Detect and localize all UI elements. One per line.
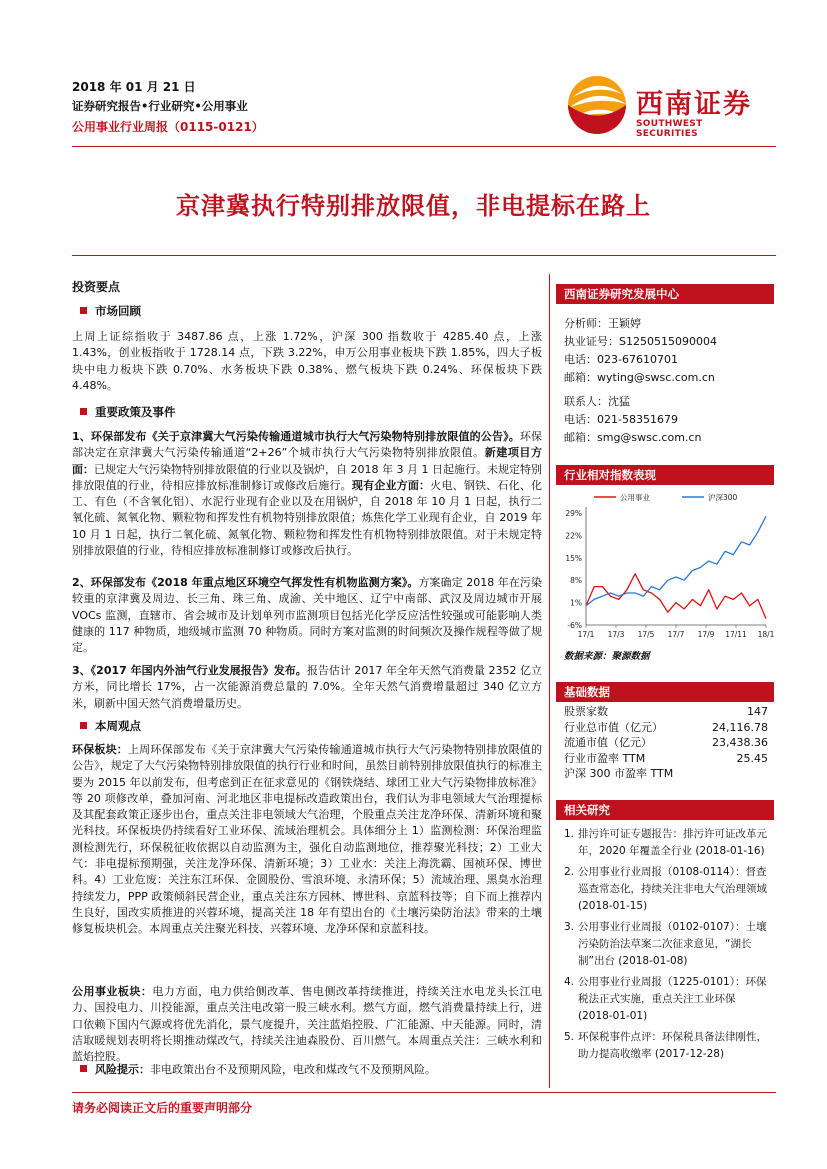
policy-item-1 [72,429,542,559]
basic-data-key: 沪深 300 市盈率 TTM [564,767,674,781]
utility-sector-text: 电力方面，电力供给侧改革、售电侧改革持续推进，持续关注水电龙头长江电力、国投电力、川投能源，重点关注电改第一股三峡水利。燃气方面，燃气消费量持续上行，进口依赖下国内气源或将优先消化，景气度提升，关注蓝焰控股、广汇能源、中天能源。同时，清洁取暖规划表明将长期推动煤改气，持续关注迪森股份、百川燃气。本周重点关注：三峡水利和蓝焰控股。 [72,985,543,1064]
market-review-label: 市场回顾 [95,304,141,318]
policy-item-3-title: 3、《2017 年国内外油气行业发展报告》发布。 [72,664,307,677]
env-sector-text: 上周环保部发布《关于京津冀大气污染传输通道城市执行大气污染物特别排放限值的公告》，规定了大气污染物特别排放限值的执行行业和时间，虽然目前特别排放限值执行的标准主要为 2015 年以前发布，但考虑到正在征求意见的《钢铁烧结、球团工业大气污染物排放标准》等 20 项修改单，叠加河南、河北地区非电提标改造政策出台，我们认为非电领域大气治理提标及其配套政策正逐步出台，重点关注非电领域大气治理，个股重点关注龙净环保、清新环境和聚光科技。环保板块仍持续看好工业环保、流域治理机会。具体细分上 1）监测检测：环保治理监测检测先行，环保税征收依据以自动监测为主，强化自动监测地位，推荐聚光科技；2）工业大气：非电提标预期强，关注龙净环保、清新环境；3）工业水：关注上海洗霸、国祯环保、博世科。4）工业危废：关注东江环保、金圆股份、雪浪环境、永清环保；5）流域治理、黑臭水治理持续发力，PPP 政策倾斜民营企业，重点关注东方园林、博世科、京蓝科技等；自下而上推荐内生良好，国改实质推进的兴蓉环境，提高关注 18 年有望出台的《土壤污染防治法》带来的土壤修复板块机会。本周重点关注聚光科技、兴蓉环境、龙净环保和京蓝科技。 [72,743,543,936]
env-sector-paragraph [72,742,542,938]
company-logo [566,74,766,139]
related-item-number: 5. [564,1031,575,1043]
basic-data-value: 23,438.36 [712,736,768,750]
env-sector-label: 环保板块： [72,743,128,756]
x-tick-label: 17/3 [607,630,625,639]
header-rule [72,146,776,147]
related-item-title: 公用事业行业周报（0102-0107）：土壤污染防治法草案二次征求意见，“湖长制”出台 [578,921,767,967]
existing-enterprise-text: 火电、钢铁、石化、化工、有色（不含氧化铝）、水泥行业现有企业以及在用锅炉，自 2018 年 10 月 1 日起，执行二氧化硫、氮氧化物、颗粒物和挥发性有机物特别排放限值；炼焦化学工业现有企业，自 2019 年 10 月 1 日起，执行二氧化硫、氮氧化物、颗粒物和挥发性有机物特别排放限值。对于未规定特别排放限值的行业，待相应排放标准制修订或修改后执行。 [72,478,543,558]
policy-item-2-title: 2、环保部发布《2018 年重点地区环境空气挥发性有机物监测方案》。 [72,576,419,589]
report-category: 证券研究报告•行业研究•公用事业 [72,99,248,113]
contact-name: 联系人：沈猛 [564,395,630,408]
utility-sector-paragraph [72,984,542,1065]
y-tick-label: 8% [570,576,582,586]
related-research-item[interactable] [564,864,770,915]
bullet-square-icon [80,722,87,729]
related-item-number: 2. [564,866,575,878]
related-item-title: 排污许可证专题报告：排污许可证改革元年，2020 年覆盖全行业 [578,828,767,857]
x-tick-label: 17/7 [667,630,685,639]
basic-data-bar: 基础数据 [556,682,774,702]
y-tick-label: 22% [565,531,582,541]
y-tick-label: 15% [565,553,582,563]
related-research-bar: 相关研究 [556,800,774,820]
weekly-view-label: 本周观点 [95,719,141,733]
related-research-list [564,826,770,1067]
policy-heading [80,404,550,420]
related-item-title: 环保税事件点评：环保税具备法律刚性，助力提高收缴率 [578,1031,767,1060]
research-center-bar: 西南证券研究发展中心 [556,284,774,304]
existing-enterprise-label: 现有企业方面： [351,478,431,492]
basic-data-row [564,766,768,782]
policy-item-1-intro: 环保部决定在京津冀大气污染传输通道“2+26”个城市执行大气污染物特别排放限值。 [72,430,542,460]
related-item-title: 公用事业行业周报（1225-0101）：环保税法正式实施，重点关注工业环保 [578,976,767,1005]
weekly-view-heading [80,718,550,734]
y-tick-label: 29% [565,509,582,518]
risk-label: 风险提示： [95,1063,150,1076]
contact-phone: 电话：021-58351679 [564,413,678,426]
column-divider [549,274,550,1088]
report-name: 公用事业行业周报（0115-0121） [72,120,264,134]
analyst-name: 分析师：王颖婷 [564,317,641,330]
relative-index-chart [556,487,774,639]
related-item-date: (2018-01-15) [578,900,648,912]
bullet-square-icon [80,307,87,314]
related-item-date: (2018-01-16) [695,845,765,857]
title-rule [72,255,776,256]
footer-rule [72,1092,776,1093]
basic-data-row [564,704,768,720]
contact-email[interactable]: 邮箱：smg@swsc.com.cn [564,431,702,444]
x-tick-label: 17/11 [725,630,747,639]
policy-item-2-text: 方案确定 2018 年在污染较重的京津冀及周边、长三角、珠三角、成渝、关中地区、辽宁中南部、武汉及周边城市开展 VOCs 监测，直辖市、省会城市及计划单列市监测项目包括光化学反应活性较强或可能影响人类健康的 117 种物质，地级城市监测 70 种物质。同时方案对监测的时间频次及操作规程等做了规定。 [72,576,542,655]
basic-data-table [564,704,768,782]
page-title: 京津冀执行特别排放限值，非电提标在路上 [176,192,651,220]
legend-label: 沪深300 [708,493,738,502]
legend-label: 公用事业 [620,493,650,502]
related-item-number: 4. [564,976,575,988]
basic-data-key: 行业市盈率 TTM [564,751,646,765]
policy-item-3 [72,663,542,712]
basic-data-key: 股票家数 [564,705,608,718]
basic-data-row [564,720,768,736]
related-research-item[interactable] [564,1029,770,1063]
x-tick-label: 17/5 [637,630,655,639]
bullet-square-icon [80,408,87,415]
policy-item-2 [72,575,542,656]
basic-data-value: 24,116.78 [712,720,768,734]
utility-sector-label: 公用事业板块： [72,985,153,998]
x-tick-label: 18/1 [757,630,774,639]
basic-data-row [564,735,768,751]
disclaimer-footer: 请务必阅读正文后的重要声明部分 [72,1101,253,1115]
related-item-title: 公用事业行业周报（0108-0114）：督查巡查常态化，持续关注非电大气治理领域 [578,866,767,895]
risk-warning [80,1062,550,1078]
related-research-item[interactable] [564,826,770,860]
related-research-item[interactable] [564,919,770,970]
analyst-email[interactable]: 邮箱：wyting@swsc.com.cn [564,371,715,384]
x-tick-label: 17/9 [697,630,715,639]
chart-source: 数据来源：聚源数据 [564,651,650,662]
summary-heading: 投资要点 [72,280,121,294]
analyst-phone: 电话：023-67610701 [564,353,678,366]
chart-title-bar: 行业相对指数表现 [556,465,774,485]
related-research-item[interactable] [564,974,770,1025]
market-review-heading [80,303,550,319]
related-item-number: 3. [564,921,575,933]
basic-data-value: 25.45 [736,751,768,765]
policy-item-3-text: 报告估计 2017 年全年天然气消费量 2352 亿立方米，同比增长 17%，占一次能源消费总量的 7.0%。全年天然气消费增量超过 340 亿立方米，刷新中国天然气消费增量历史。 [72,664,542,710]
series-line [586,574,766,619]
basic-data-row [564,751,768,767]
bullet-square-icon [80,1065,87,1072]
y-tick-label: 1% [570,598,582,608]
related-item-date: (2017-12-28) [654,1048,725,1060]
policy-heading-label: 重要政策及事件 [95,405,176,419]
related-item-date: (2018-01-01) [578,1010,648,1022]
basic-data-key: 行业总市值（亿元） [564,720,663,734]
related-item-number: 1. [564,828,575,840]
basic-data-value: 147 [747,705,768,718]
x-tick-label: 17/1 [577,630,595,639]
logo-chinese-name: 西南证券 [636,89,752,120]
new-project-label: 新建项目方面： [72,446,542,476]
policy-item-1-title: 1、环保部发布《关于京津冀大气污染传输通道城市执行大气污染物特别排放限值的公告》。 [72,430,520,443]
new-project-text: 已规定大气污染物特别排放限值的行业以及锅炉，自 2018 年 3 月 1 日起施行。未规定特别排放限值的行业，待相应排放标准制修订或修改后施行。 [72,462,543,492]
y-tick-label: -6% [567,621,582,630]
license-number: 执业证号：S1250515090004 [564,335,717,348]
series-line [586,516,766,606]
basic-data-key: 流通市值（亿元） [564,736,652,750]
related-item-date: (2018-01-08) [618,955,688,967]
logo-english-name: SOUTHWEST SECURITIES [636,119,703,139]
logo-mark-icon [566,74,628,136]
report-date: 2018 年 01 月 21 日 [72,80,196,94]
risk-text: 非电政策出台不及预期风险，电改和煤改气不及预期风险。 [150,1063,436,1076]
market-review-text: 上周上证综指收于 3487.86 点，上涨 1.72%，沪深 300 指数收于 4285.40 点，上涨 1.43%，创业板指收于 1728.14 点，下跌 3.22%，申万公用事业板块下跌 1.85%，四大子板块中电力板块下跌 0.70%、水务板块下跌 0.38%、燃气板块下跌 0.24%、环保板块下跌 4.48%。 [72,330,542,392]
